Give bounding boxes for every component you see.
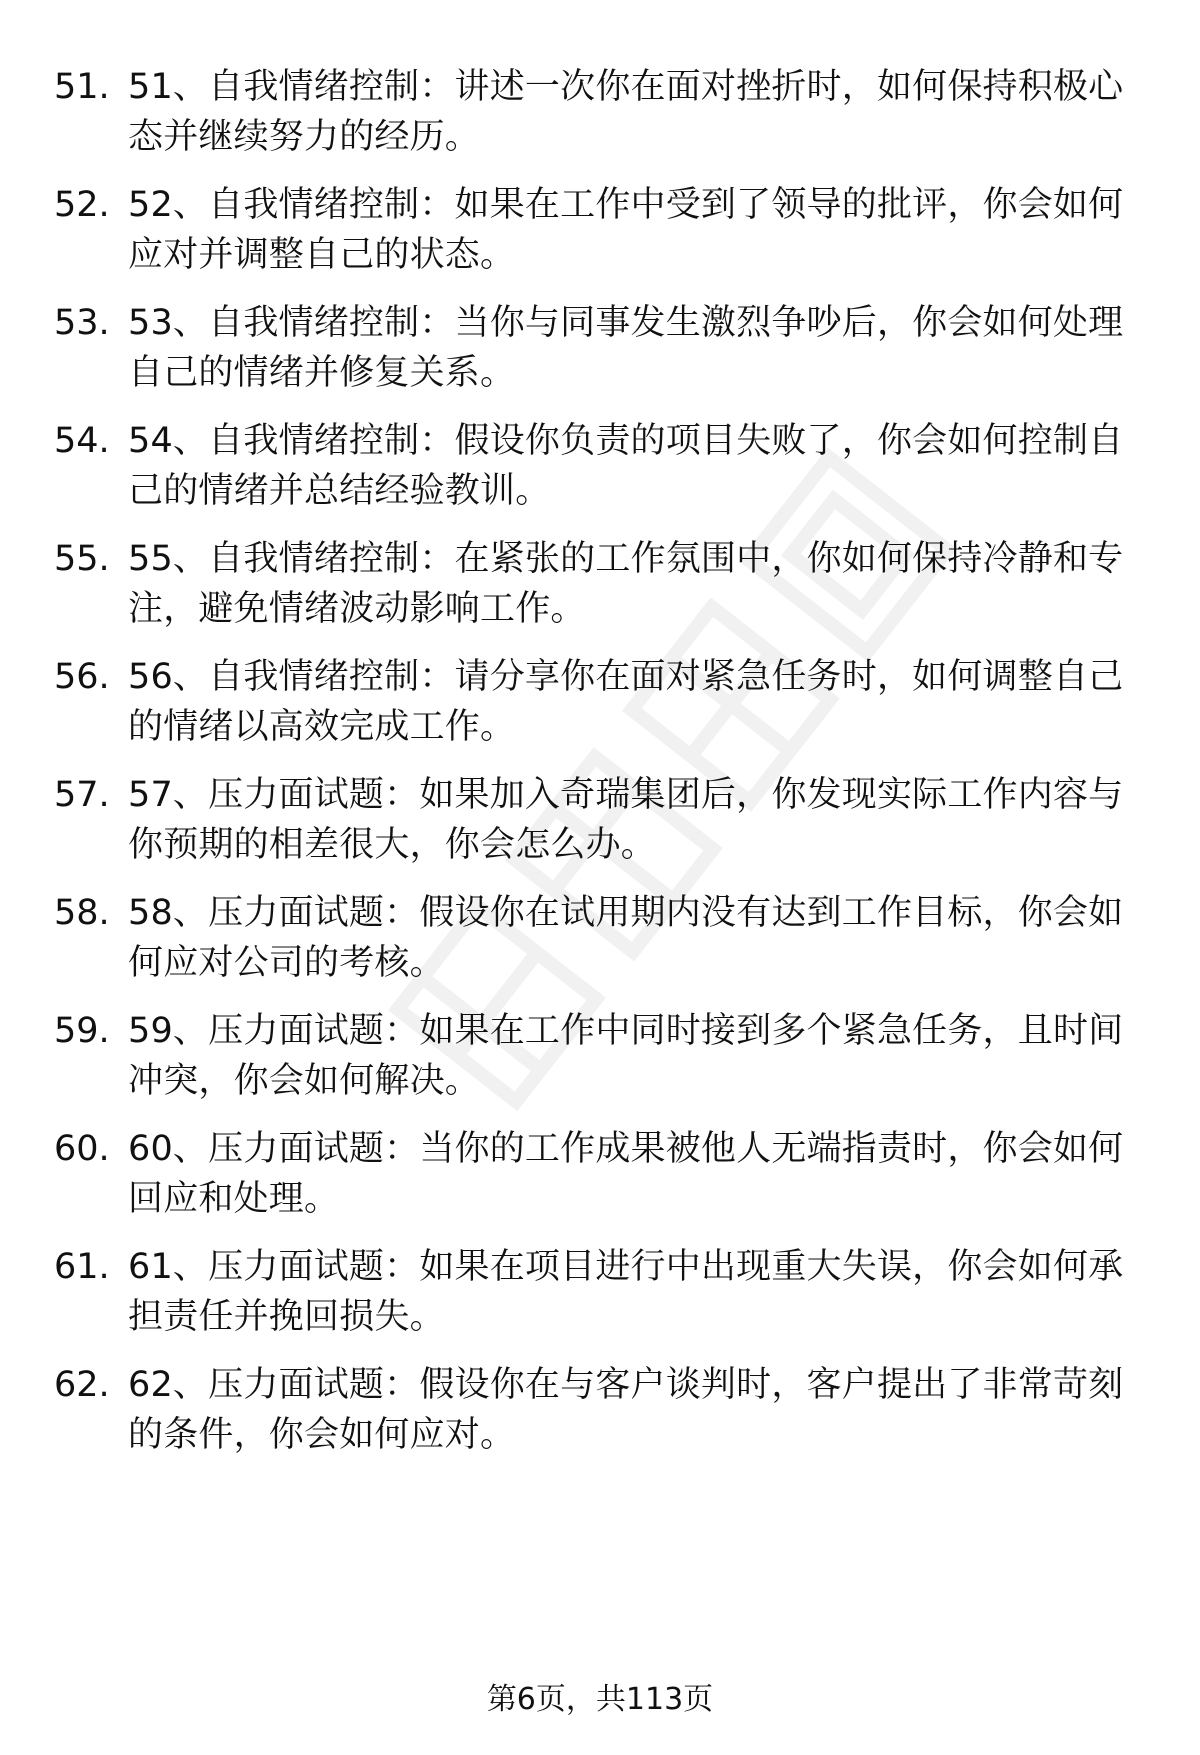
- question-number: 58.: [54, 893, 110, 933]
- question-number: 52.: [54, 185, 110, 225]
- question-number: 53.: [54, 303, 110, 343]
- list-item: [0, 62, 1200, 182]
- question-text: 59、压力面试题：如果在工作中同时接到多个紧急任务，且时间冲突，你会如何解决。: [128, 1011, 1124, 1101]
- question-number: 57.: [54, 775, 110, 815]
- question-number: 62.: [54, 1365, 110, 1405]
- question-text: 61、压力面试题：如果在项目进行中出现重大失误，你会如何承担责任并挽回损失。: [128, 1247, 1124, 1337]
- question-text: 60、压力面试题：当你的工作成果被他人无端指责时，你会如何回应和处理。: [128, 1129, 1124, 1219]
- list-item: [0, 298, 1200, 418]
- list-item: [0, 1124, 1200, 1244]
- question-number: 56.: [54, 657, 110, 697]
- list-item: [0, 652, 1200, 772]
- list-item: [0, 1242, 1200, 1362]
- question-text: 55、自我情绪控制：在紧张的工作氛围中，你如何保持冷静和专注，避免情绪波动影响工作。: [128, 539, 1124, 629]
- question-number: 54.: [54, 421, 110, 461]
- list-item: [0, 770, 1200, 890]
- question-text: 51、自我情绪控制：讲述一次你在面对挫折时，如何保持积极心态并继续努力的经历。: [128, 67, 1124, 157]
- page-indicator: 第6页，共113页: [486, 1682, 714, 1717]
- list-item: [0, 180, 1200, 300]
- list-item: [0, 1006, 1200, 1126]
- page-footer: [0, 1680, 1200, 1720]
- question-number: 59.: [54, 1011, 110, 1051]
- question-text: 57、压力面试题：如果加入奇瑞集团后，你发现实际工作内容与你预期的相差很大，你会怎么办。: [128, 775, 1124, 865]
- question-text: 52、自我情绪控制：如果在工作中受到了领导的批评，你会如何应对并调整自己的状态。: [128, 185, 1124, 275]
- question-text: 58、压力面试题：假设你在试用期内没有达到工作目标，你会如何应对公司的考核。: [128, 893, 1124, 983]
- question-text: 53、自我情绪控制：当你与同事发生激烈争吵后，你会如何处理自己的情绪并修复关系。: [128, 303, 1124, 393]
- question-number: 61.: [54, 1247, 110, 1287]
- question-text: 54、自我情绪控制：假设你负责的项目失败了，你会如何控制自己的情绪并总结经验教训。: [128, 421, 1124, 511]
- question-text: 62、压力面试题：假设你在与客户谈判时，客户提出了非常苛刻的条件，你会如何应对。: [128, 1365, 1124, 1455]
- question-text: 56、自我情绪控制：请分享你在面对紧急任务时，如何调整自己的情绪以高效完成工作。: [128, 657, 1124, 747]
- question-number: 51.: [54, 67, 110, 107]
- question-number: 60.: [54, 1129, 110, 1169]
- list-item: [0, 416, 1200, 536]
- question-number: 55.: [54, 539, 110, 579]
- list-item: [0, 1360, 1200, 1480]
- list-item: [0, 888, 1200, 1008]
- list-item: [0, 534, 1200, 654]
